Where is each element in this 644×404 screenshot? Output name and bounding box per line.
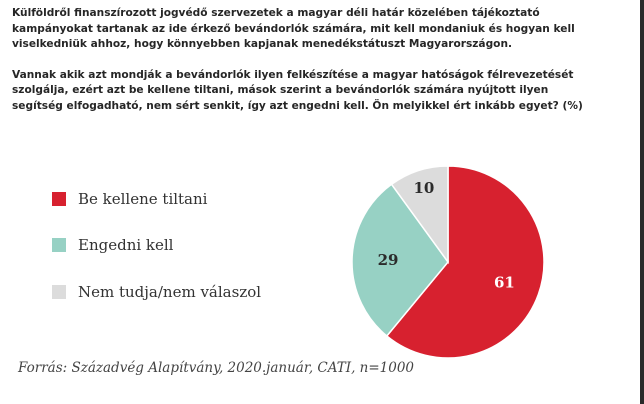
legend-item-engedni-kell (52, 234, 173, 256)
source-note: Forrás: Századvég Alapítvány, 2020.január, CATI, n=1000 (18, 360, 415, 376)
legend-swatch (52, 192, 66, 206)
question-paragraph-2: Vannak akik azt mondják a bevándorlók ilyen felkészítése a magyar hatóságok félrevezetését szolgálja, ezért azt be kellene tiltani, mások szerint a bevándorlók számára nyújtott ilyen segítség elfogadható, nem sért senkit, így azt engedni kell. Ön melyikkel ért inkább egyet? (%) (12, 68, 583, 112)
legend-label: Be kellene tiltani (78, 190, 208, 208)
legend-swatch (52, 285, 66, 299)
pie-value-label-engedni-kell: 29 (377, 251, 399, 270)
survey-question (12, 6, 612, 115)
legend-item-nem-tudja (52, 281, 261, 303)
legend-item-be-kellene-tiltani (52, 188, 207, 210)
pie-value-label-nem-tudja-nem-valaszol: 10 (413, 178, 435, 197)
legend-swatch (52, 238, 66, 252)
pie-chart (348, 162, 548, 362)
pie-value-label-be-kellene-tiltani: 61 (494, 273, 515, 292)
legend-label: Engedni kell (78, 236, 174, 254)
legend-label: Nem tudja/nem válaszol (78, 283, 262, 301)
question-paragraph-1: Külföldről finanszírozott jogvédő szervezetek a magyar déli határ közelében tájékoztató kampányokat tartanak az ide érkező bevándorlók számára, mit kell mondaniuk és hogyan kell viselkedniük ahhoz, hogy könnyebben kapjanak menedékstátuszt Magyarországon. (12, 7, 575, 51)
